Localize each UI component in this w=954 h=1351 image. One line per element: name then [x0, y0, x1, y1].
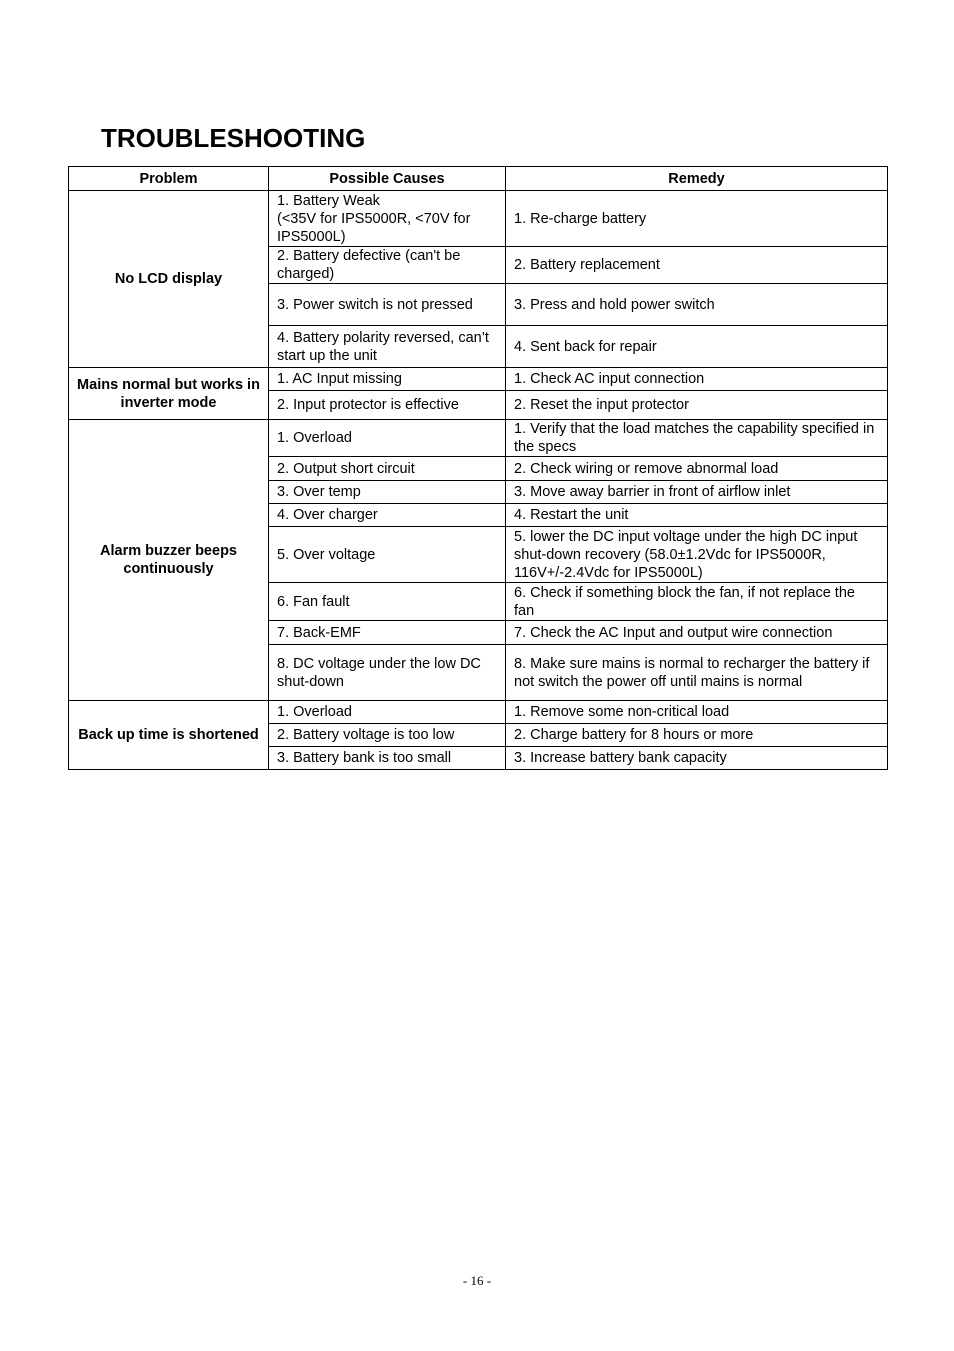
- problem-cell: Mains normal but works in inverter mode: [69, 368, 269, 420]
- page-number: - 16 -: [462, 1273, 492, 1288]
- remedy-cell: 2. Reset the input protector: [506, 391, 888, 420]
- troubleshooting-table: [68, 166, 888, 770]
- remedy-cell: 6. Check if something block the fan, if not replace the fan: [506, 583, 888, 621]
- header-remedy: Remedy: [506, 167, 888, 191]
- remedy-cell: 7. Check the AC Input and output wire connection: [506, 621, 888, 645]
- cause-cell: 2. Input protector is effective: [269, 391, 506, 420]
- cause-cell: 1. Overload: [269, 701, 506, 724]
- remedy-cell: 1. Verify that the load matches the capability specified in the specs: [506, 420, 888, 457]
- remedy-cell: 4. Sent back for repair: [506, 326, 888, 368]
- remedy-cell: 3. Increase battery bank capacity: [506, 747, 888, 770]
- problem-cell: No LCD display: [69, 191, 269, 368]
- remedy-cell: 2. Check wiring or remove abnormal load: [506, 457, 888, 481]
- cause-cell: 8. DC voltage under the low DC shut-down: [269, 645, 506, 701]
- cause-cell: 2. Battery defective (can't be charged): [269, 247, 506, 284]
- cause-cell: 4. Battery polarity reversed, can’t start up the unit: [269, 326, 506, 368]
- problem-cell: Back up time is shortened: [69, 701, 269, 770]
- remedy-cell: 5. lower the DC input voltage under the high DC input shut-down recovery (58.0±1.2Vdc for IPS5000R, 116V+/-2.4Vdc for IPS5000L): [506, 527, 888, 583]
- cause-cell: 1. Overload: [269, 420, 506, 457]
- table-row: [69, 701, 888, 724]
- remedy-cell: 8. Make sure mains is normal to recharger the battery if not switch the power off until mains is normal: [506, 645, 888, 701]
- cause-cell: 3. Battery bank is too small: [269, 747, 506, 770]
- remedy-cell: 4. Restart the unit: [506, 504, 888, 527]
- page-title: TROUBLESHOOTING: [101, 123, 366, 153]
- table-header-row: [69, 167, 888, 191]
- table-row: [69, 368, 888, 391]
- cause-cell: 7. Back-EMF: [269, 621, 506, 645]
- cause-cell: 2. Output short circuit: [269, 457, 506, 481]
- remedy-cell: 2. Battery replacement: [506, 247, 888, 284]
- remedy-cell: 3. Press and hold power switch: [506, 284, 888, 326]
- cause-cell: 6. Fan fault: [269, 583, 506, 621]
- problem-cell: Alarm buzzer beeps continuously: [69, 420, 269, 701]
- remedy-cell: 1. Check AC input connection: [506, 368, 888, 391]
- remedy-cell: 3. Move away barrier in front of airflow inlet: [506, 481, 888, 504]
- cause-cell: 5. Over voltage: [269, 527, 506, 583]
- header-problem: Problem: [69, 167, 269, 191]
- table-row: [69, 191, 888, 247]
- cause-cell: 3. Over temp: [269, 481, 506, 504]
- remedy-cell: 1. Remove some non-critical load: [506, 701, 888, 724]
- cause-cell: 1. AC Input missing: [269, 368, 506, 391]
- header-possible-causes: Possible Causes: [269, 167, 506, 191]
- cause-cell: 3. Power switch is not pressed: [269, 284, 506, 326]
- cause-cell: 4. Over charger: [269, 504, 506, 527]
- remedy-cell: 1. Re-charge battery: [506, 191, 888, 247]
- remedy-cell: 2. Charge battery for 8 hours or more: [506, 724, 888, 747]
- table-row: [69, 420, 888, 457]
- cause-cell: 2. Battery voltage is too low: [269, 724, 506, 747]
- cause-cell: 1. Battery Weak (<35V for IPS5000R, <70V for IPS5000L): [269, 191, 506, 247]
